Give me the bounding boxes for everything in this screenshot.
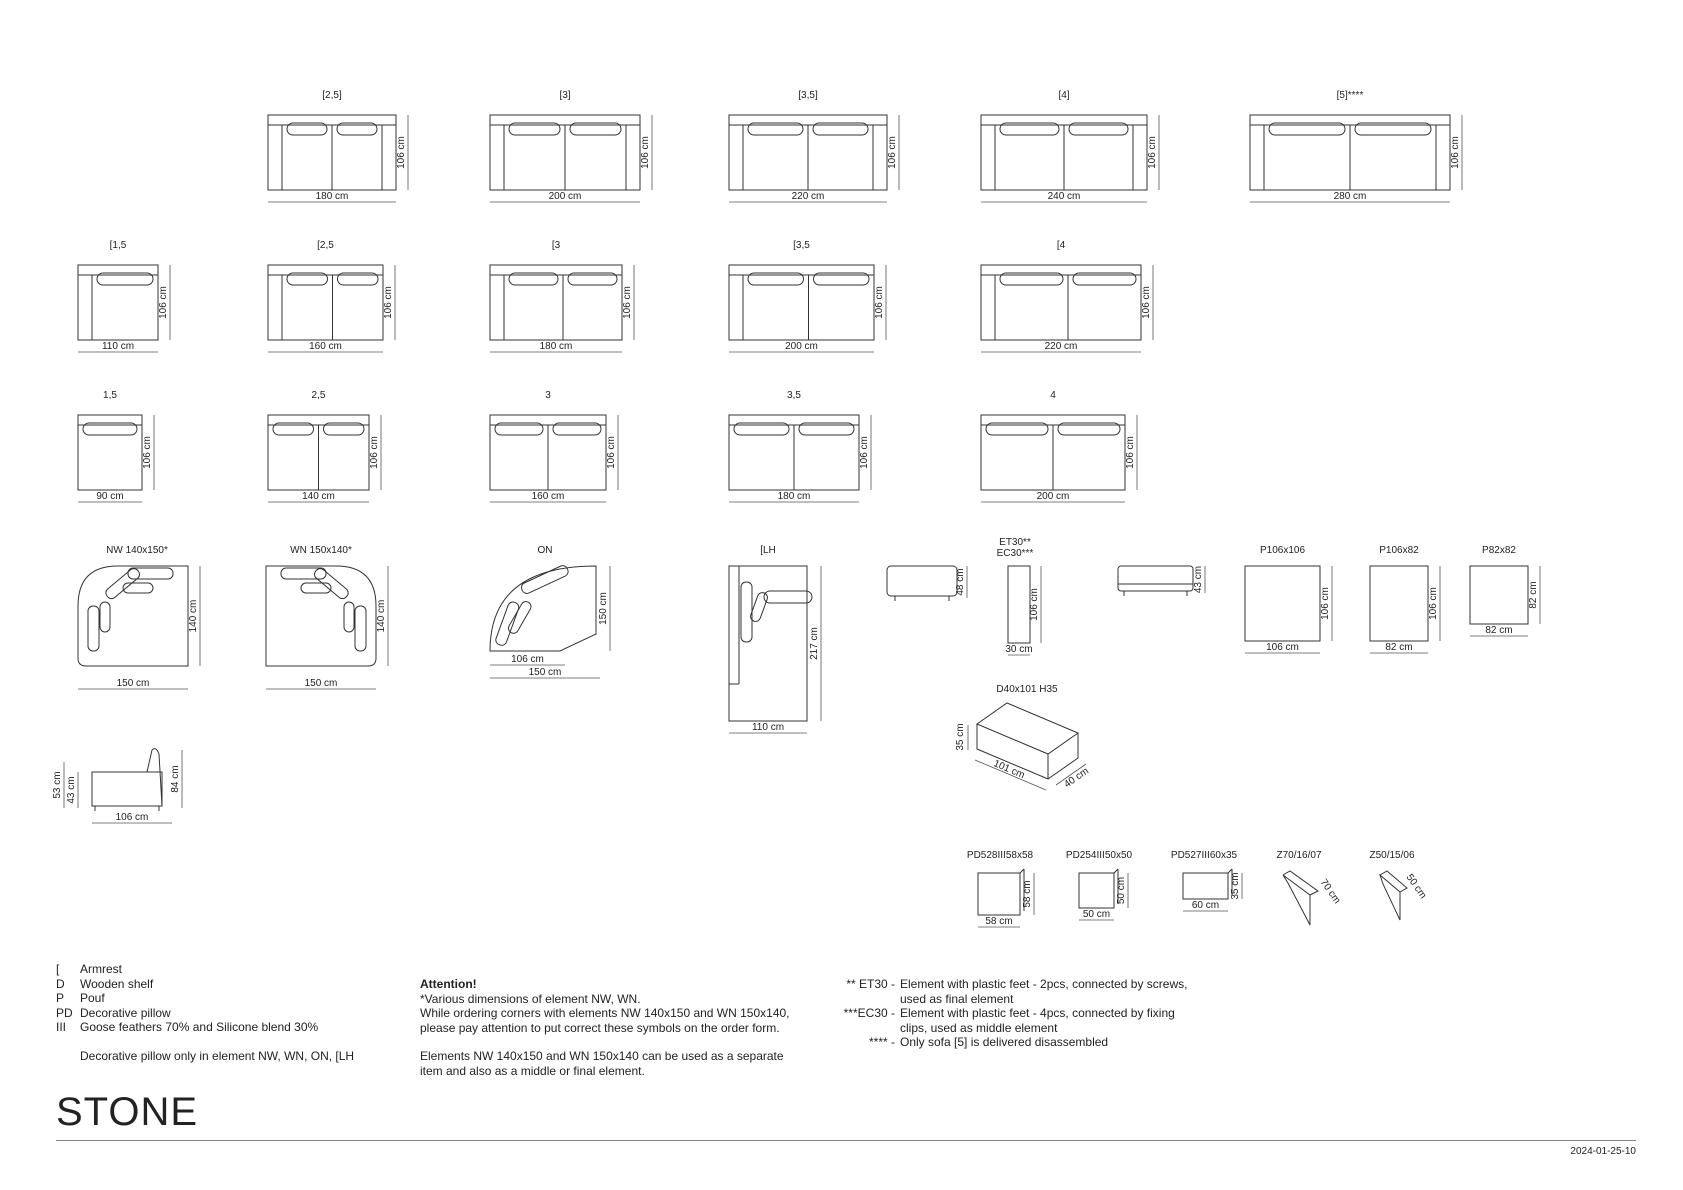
end-element-side bbox=[887, 566, 957, 596]
decorative-pillow bbox=[301, 583, 331, 593]
attention-line: please pay attention to put correct these symbols on the order form. bbox=[420, 1020, 780, 1035]
width-label: 140 cm bbox=[302, 491, 335, 502]
pillow-edge bbox=[1020, 869, 1024, 873]
side-backrest bbox=[147, 749, 162, 806]
attention-line: Elements NW 140x150 and WN 150x140 can be used as a separate bbox=[420, 1049, 784, 1063]
pillow-length-label: 50 cm bbox=[1403, 872, 1429, 901]
width-label: 82 cm bbox=[1385, 642, 1413, 653]
footnote: ** ET30 - Element with plastic feet - 2pcs, connected by screws, bbox=[846, 977, 1188, 991]
end-element-code: ET30** bbox=[999, 537, 1031, 548]
shelf-height-label: 35 cm bbox=[955, 723, 966, 751]
width-label: 106 cm bbox=[511, 654, 544, 665]
corner-code: ON bbox=[537, 545, 553, 556]
depth-label: 106 cm bbox=[1320, 587, 1331, 620]
sofa-code: 1,5 bbox=[103, 390, 117, 401]
sofa-outline bbox=[78, 265, 158, 340]
pillow-length-label: 70 cm bbox=[1317, 877, 1343, 906]
depth-label: 106 cm bbox=[158, 286, 169, 319]
width-label: 90 cm bbox=[96, 491, 124, 502]
pouf-outline bbox=[1470, 566, 1528, 624]
width-label: 280 cm bbox=[1333, 191, 1367, 202]
sofa-code: [3,5] bbox=[798, 90, 818, 101]
back-cushion bbox=[741, 582, 752, 642]
shelf-code: D40x101 H35 bbox=[996, 684, 1058, 695]
sofa-code: 3,5 bbox=[787, 390, 801, 401]
depth-label: 140 cm bbox=[188, 599, 199, 633]
sofa-outline bbox=[78, 415, 142, 490]
pouf-outline bbox=[1245, 566, 1320, 641]
brand-title: STONE bbox=[56, 1090, 199, 1134]
width-label: 200 cm bbox=[785, 341, 818, 352]
sofa-code: 4 bbox=[1050, 390, 1056, 401]
depth-label: 43 cm bbox=[1193, 565, 1204, 594]
footnote: clips, used as middle element bbox=[900, 1020, 1058, 1035]
pillow-outline bbox=[1183, 873, 1228, 899]
footnote: **** - Only sofa [5] is delivered disassembled bbox=[868, 1035, 1109, 1049]
sofa-code: [5]**** bbox=[1336, 90, 1364, 101]
depth-label: 106 cm bbox=[1029, 588, 1040, 621]
width-label: 60 cm bbox=[1191, 900, 1220, 911]
footnote: used as final element bbox=[900, 991, 1014, 1006]
depth-label: 106 cm bbox=[606, 436, 617, 469]
pillow-code: Z70/16/07 bbox=[1276, 850, 1322, 861]
legend-row: D Wooden shelf bbox=[56, 976, 154, 991]
pillow-code: PD528III58x58 bbox=[966, 850, 1034, 861]
back-cushion bbox=[281, 568, 326, 579]
pillow-code: Z50/15/06 bbox=[1369, 850, 1415, 861]
decorative-pillow bbox=[123, 583, 153, 593]
depth-label: 106 cm bbox=[1141, 286, 1152, 319]
corner-outline bbox=[490, 566, 596, 651]
back-cushion bbox=[88, 606, 99, 651]
sofa-code: [4 bbox=[1056, 240, 1066, 251]
width-label: 200 cm bbox=[1036, 491, 1070, 502]
width-label: 220 cm bbox=[1044, 341, 1078, 352]
pouf-code: P106x82 bbox=[1379, 545, 1419, 556]
depth-label: 217 cm bbox=[809, 627, 820, 660]
back-cushion bbox=[128, 568, 173, 579]
width-label: 110 cm bbox=[101, 341, 135, 352]
width-label: 180 cm bbox=[777, 491, 811, 502]
width-label: 240 cm bbox=[1047, 191, 1081, 202]
decorative-pillow bbox=[100, 602, 110, 632]
document-date: 2024-01-25-10 bbox=[1570, 1146, 1636, 1157]
depth-label: 106 cm bbox=[383, 286, 394, 319]
sofa-outline bbox=[268, 265, 383, 340]
back-cushion bbox=[764, 591, 812, 603]
sofa-code: [4] bbox=[1058, 90, 1070, 101]
footer-rule bbox=[56, 1140, 1636, 1141]
depth-label: 106 cm bbox=[874, 286, 885, 319]
pouf-code: P106x106 bbox=[1259, 545, 1306, 556]
sofa-code: [3] bbox=[559, 90, 571, 101]
width-label: 150 cm bbox=[304, 678, 338, 689]
attention-line: *Various dimensions of element NW, WN. bbox=[420, 991, 641, 1006]
sofa-code: 2,5 bbox=[311, 390, 326, 401]
side-seat bbox=[92, 772, 162, 806]
sofa-code: 3 bbox=[545, 390, 551, 401]
sofa-outline bbox=[981, 265, 1141, 340]
depth-label: 106 cm bbox=[1428, 587, 1439, 620]
sofa-code: [2,5] bbox=[322, 90, 342, 101]
width-label: 106 cm bbox=[115, 812, 149, 823]
width-label: 180 cm bbox=[315, 191, 349, 202]
depth-label: 82 cm bbox=[1528, 581, 1539, 609]
corner-code: NW 140x150* bbox=[106, 545, 168, 556]
depth-label: 106 cm bbox=[640, 136, 651, 169]
shelf-depth-label: 40 cm bbox=[1062, 765, 1091, 791]
legend-row: III Goose feathers 70% and Silicone blend 30% bbox=[56, 1020, 319, 1034]
sofa-code: [3 bbox=[551, 240, 561, 251]
sofa-code: [1,5 bbox=[109, 240, 127, 251]
bolster-pillow bbox=[1380, 871, 1407, 892]
footnotes bbox=[830, 977, 1187, 1050]
width-label: 200 cm bbox=[548, 191, 582, 202]
width-label: 50 cm bbox=[1082, 909, 1111, 920]
width-label: 110 cm bbox=[751, 722, 785, 733]
depth-label: 58 cm bbox=[1022, 880, 1033, 908]
shelf-length-label: 101 cm bbox=[991, 758, 1027, 782]
legend-note: Decorative pillow only in element NW, WN, ON, [LH bbox=[80, 1048, 355, 1063]
depth-label: 50 cm bbox=[1116, 876, 1127, 905]
depth-label: 106 cm bbox=[887, 136, 898, 169]
depth-label: 140 cm bbox=[376, 599, 387, 633]
attention-block bbox=[420, 977, 820, 1078]
back-cushion bbox=[494, 601, 520, 647]
end-element-side bbox=[1118, 566, 1193, 591]
width-label: 150 cm bbox=[528, 667, 562, 678]
pillow-code: PD527III60x35 bbox=[1170, 850, 1238, 861]
depth-label: 43 cm bbox=[66, 776, 77, 804]
legend bbox=[56, 962, 354, 1063]
back-cushion bbox=[312, 567, 350, 601]
shelf-side bbox=[1048, 733, 1078, 779]
depth-label: 106 cm bbox=[1450, 136, 1461, 169]
sofa-code: [3,5 bbox=[793, 240, 810, 251]
bolster-pillow bbox=[1380, 875, 1400, 920]
depth-label: 106 cm bbox=[1147, 136, 1158, 169]
depth-label: 48 cm bbox=[955, 568, 966, 596]
width-label: 30 cm bbox=[1005, 644, 1033, 655]
pouf-code: P82x82 bbox=[1482, 545, 1516, 556]
footnote: ***EC30 - Element with plastic feet - 4pcs, connected by fixing bbox=[843, 1006, 1175, 1020]
width-label: 58 cm bbox=[985, 916, 1013, 927]
depth-label: 106 cm bbox=[1125, 436, 1136, 469]
width-label: 82 cm bbox=[1485, 625, 1513, 636]
decorative-pillow bbox=[344, 602, 354, 632]
attention-title: Attention! bbox=[420, 977, 477, 991]
width-label: 150 cm bbox=[116, 678, 150, 689]
width-label: 220 cm bbox=[791, 191, 825, 202]
depth-label: 106 cm bbox=[396, 136, 407, 169]
back-cushion bbox=[355, 606, 366, 651]
width-label: 180 cm bbox=[539, 341, 573, 352]
pillow-code: PD254III50x50 bbox=[1065, 850, 1133, 861]
depth-label: 106 cm bbox=[859, 436, 870, 469]
sofa-outline bbox=[729, 265, 874, 340]
width-label: 160 cm bbox=[309, 341, 342, 352]
legend-row: PD Decorative pillow bbox=[56, 1005, 171, 1020]
end-element-code: EC30*** bbox=[996, 548, 1034, 559]
pillow-edge bbox=[1114, 869, 1118, 873]
shelf-top bbox=[977, 703, 1078, 754]
pillow-outline bbox=[978, 873, 1020, 915]
legend-row: P Pouf bbox=[56, 991, 105, 1005]
pillow-outline bbox=[1079, 873, 1114, 908]
depth-label: 53 cm bbox=[52, 771, 63, 799]
depth-label: 35 cm bbox=[1230, 872, 1241, 900]
lh-code: [LH bbox=[760, 545, 776, 556]
attention-line: While ordering corners with elements NW 140x150 and WN 150x140, bbox=[420, 1006, 790, 1020]
width-label: 160 cm bbox=[531, 491, 565, 502]
depth-label: 106 cm bbox=[142, 436, 153, 469]
width-label: 106 cm bbox=[1266, 642, 1299, 653]
depth-label: 150 cm bbox=[598, 592, 609, 625]
pouf-outline bbox=[1370, 566, 1428, 641]
legend-row: [ Armrest bbox=[56, 962, 122, 976]
end-element-top bbox=[1008, 566, 1030, 643]
depth-label: 84 cm bbox=[170, 765, 181, 793]
sofa-code: [2,5 bbox=[317, 240, 334, 251]
back-cushion bbox=[104, 567, 142, 601]
attention-line: item and also as a middle or final element. bbox=[420, 1063, 645, 1078]
depth-label: 106 cm bbox=[369, 436, 380, 469]
depth-label: 106 cm bbox=[622, 286, 633, 319]
corner-code: WN 150x140* bbox=[290, 545, 352, 556]
